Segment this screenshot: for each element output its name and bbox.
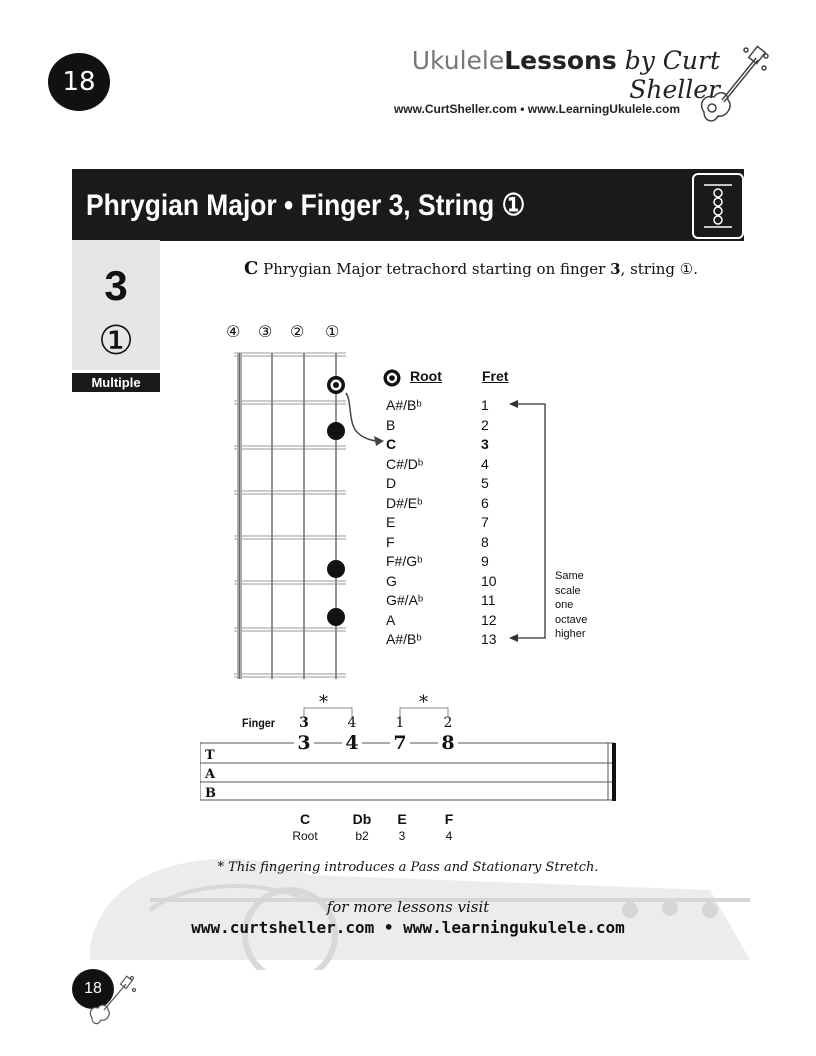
- tab-staff: [200, 742, 620, 804]
- note-item: A#/Bᵇ: [386, 631, 422, 647]
- legend-fret: Fret: [482, 368, 509, 384]
- note-item: G: [386, 572, 397, 589]
- root-dot-fret-1: [327, 376, 345, 394]
- octave-bracket: [505, 396, 555, 646]
- tab-letters: [205, 746, 216, 803]
- fret-item: 12: [481, 611, 497, 628]
- tab-letter-t: T: [205, 748, 215, 763]
- finger-number: 2: [443, 715, 453, 731]
- fret-item: 8: [481, 533, 489, 550]
- string-label-4: ④: [226, 322, 241, 341]
- tab-interval: b2: [355, 829, 369, 843]
- bottom-ukulele-icon: [86, 972, 138, 1028]
- finger-number: 3: [299, 715, 309, 731]
- tab-letter-a: A: [205, 767, 216, 782]
- note-item-root: C: [386, 436, 397, 452]
- note-item: F: [386, 533, 395, 550]
- tab-fret-number: 7: [390, 732, 410, 754]
- bottom-page-number: 18: [72, 969, 114, 1009]
- stretch-star-2: *: [419, 692, 428, 713]
- brand-websites: www.CurtSheller.com • www.LearningUkulele.com: [393, 102, 680, 116]
- brand-author: by Curt Sheller: [624, 46, 720, 104]
- fret-item: 9: [481, 553, 489, 569]
- root-legend-icon: [382, 368, 402, 388]
- side-string-number: ①: [98, 318, 134, 364]
- stretch-star-1: *: [319, 692, 328, 713]
- finger-label: Finger: [242, 716, 276, 730]
- tab-note-name: E: [397, 811, 407, 827]
- brand-header: [340, 46, 720, 116]
- tab-note-name: F: [444, 811, 454, 827]
- page-number-badge: 18: [48, 53, 110, 111]
- legend-root: Root: [410, 368, 442, 384]
- intro-finger: 3: [610, 260, 621, 278]
- intro-key: C: [244, 258, 259, 279]
- fret-item: 2: [481, 416, 489, 433]
- finger-number: 1: [395, 715, 405, 731]
- fingering-footnote: * This fingering introduces a Pass and Stationary Stretch.: [217, 860, 599, 875]
- string-label-1: ①: [325, 322, 340, 341]
- fret-list: [481, 396, 497, 650]
- fret-item: 10: [481, 572, 497, 589]
- string-label-2: ②: [290, 322, 305, 341]
- visit-text: for more lessons visit: [326, 898, 490, 916]
- dot-fret-7: [327, 608, 345, 626]
- root-arrow: [346, 393, 378, 441]
- string-label-3: ③: [258, 322, 273, 341]
- fret-item: 6: [481, 494, 489, 511]
- intro-text-a: Phrygian Major tetrachord starting on finger: [258, 260, 611, 278]
- dot-fret-5: [327, 560, 345, 578]
- octave-note-line: octave: [555, 613, 588, 626]
- tab-fret-number: 8: [438, 732, 458, 754]
- note-item: C#/Dᵇ: [386, 455, 424, 472]
- fret-item: 13: [481, 631, 497, 647]
- fret-item: 5: [481, 475, 489, 491]
- dot-fret-2: [327, 422, 345, 440]
- brand-lessons: Lessons: [504, 46, 617, 75]
- octave-note-line: higher: [555, 628, 586, 640]
- brand-ukulele: Ukulele: [411, 46, 505, 75]
- intro-text-b: , string ①.: [620, 260, 699, 278]
- note-list: [386, 396, 423, 650]
- ukulele-logo-icon: [696, 42, 770, 128]
- fretboard-diagram: [228, 345, 408, 685]
- note-item: D: [386, 475, 397, 491]
- tab-fret-number: 4: [342, 732, 362, 754]
- fret-item: 1: [481, 397, 489, 413]
- tab-note-name: C: [299, 811, 311, 827]
- tab-fret-number: 3: [294, 732, 314, 754]
- tab-interval: 4: [445, 829, 453, 843]
- intro-text: [244, 258, 698, 279]
- footer-urls[interactable]: www.curtsheller.com • www.learningukulele.com: [191, 918, 625, 937]
- note-item: E: [386, 514, 396, 530]
- side-finger-number: 3: [104, 262, 128, 309]
- tab-interval: 3: [398, 829, 406, 843]
- fret-item: 11: [481, 592, 496, 608]
- note-item: G#/Aᵇ: [386, 592, 424, 608]
- fret-item-root: 3: [481, 436, 489, 452]
- note-item: D#/Eᵇ: [386, 494, 423, 511]
- note-item: A#/Bᵇ: [386, 397, 422, 413]
- finger-number: 4: [347, 715, 357, 731]
- tab-interval: Root: [292, 829, 318, 843]
- page-title: Phrygian Major • Finger 3, String ①: [86, 189, 526, 222]
- fret-item: 4: [481, 455, 489, 472]
- tab-letter-b: B: [205, 786, 216, 801]
- string-diagram-icon: [692, 173, 744, 239]
- octave-note-line: one: [555, 599, 574, 611]
- side-label: Multiple: [72, 373, 160, 392]
- octave-note: [555, 569, 587, 642]
- fret-item: 7: [481, 514, 489, 530]
- octave-note-line: Same: [555, 570, 584, 582]
- note-item: F#/Gᵇ: [386, 553, 423, 569]
- octave-note-line: scale: [555, 584, 581, 597]
- note-item: B: [386, 416, 396, 433]
- tab-note-name: Db: [352, 811, 372, 827]
- note-item: A: [386, 611, 396, 628]
